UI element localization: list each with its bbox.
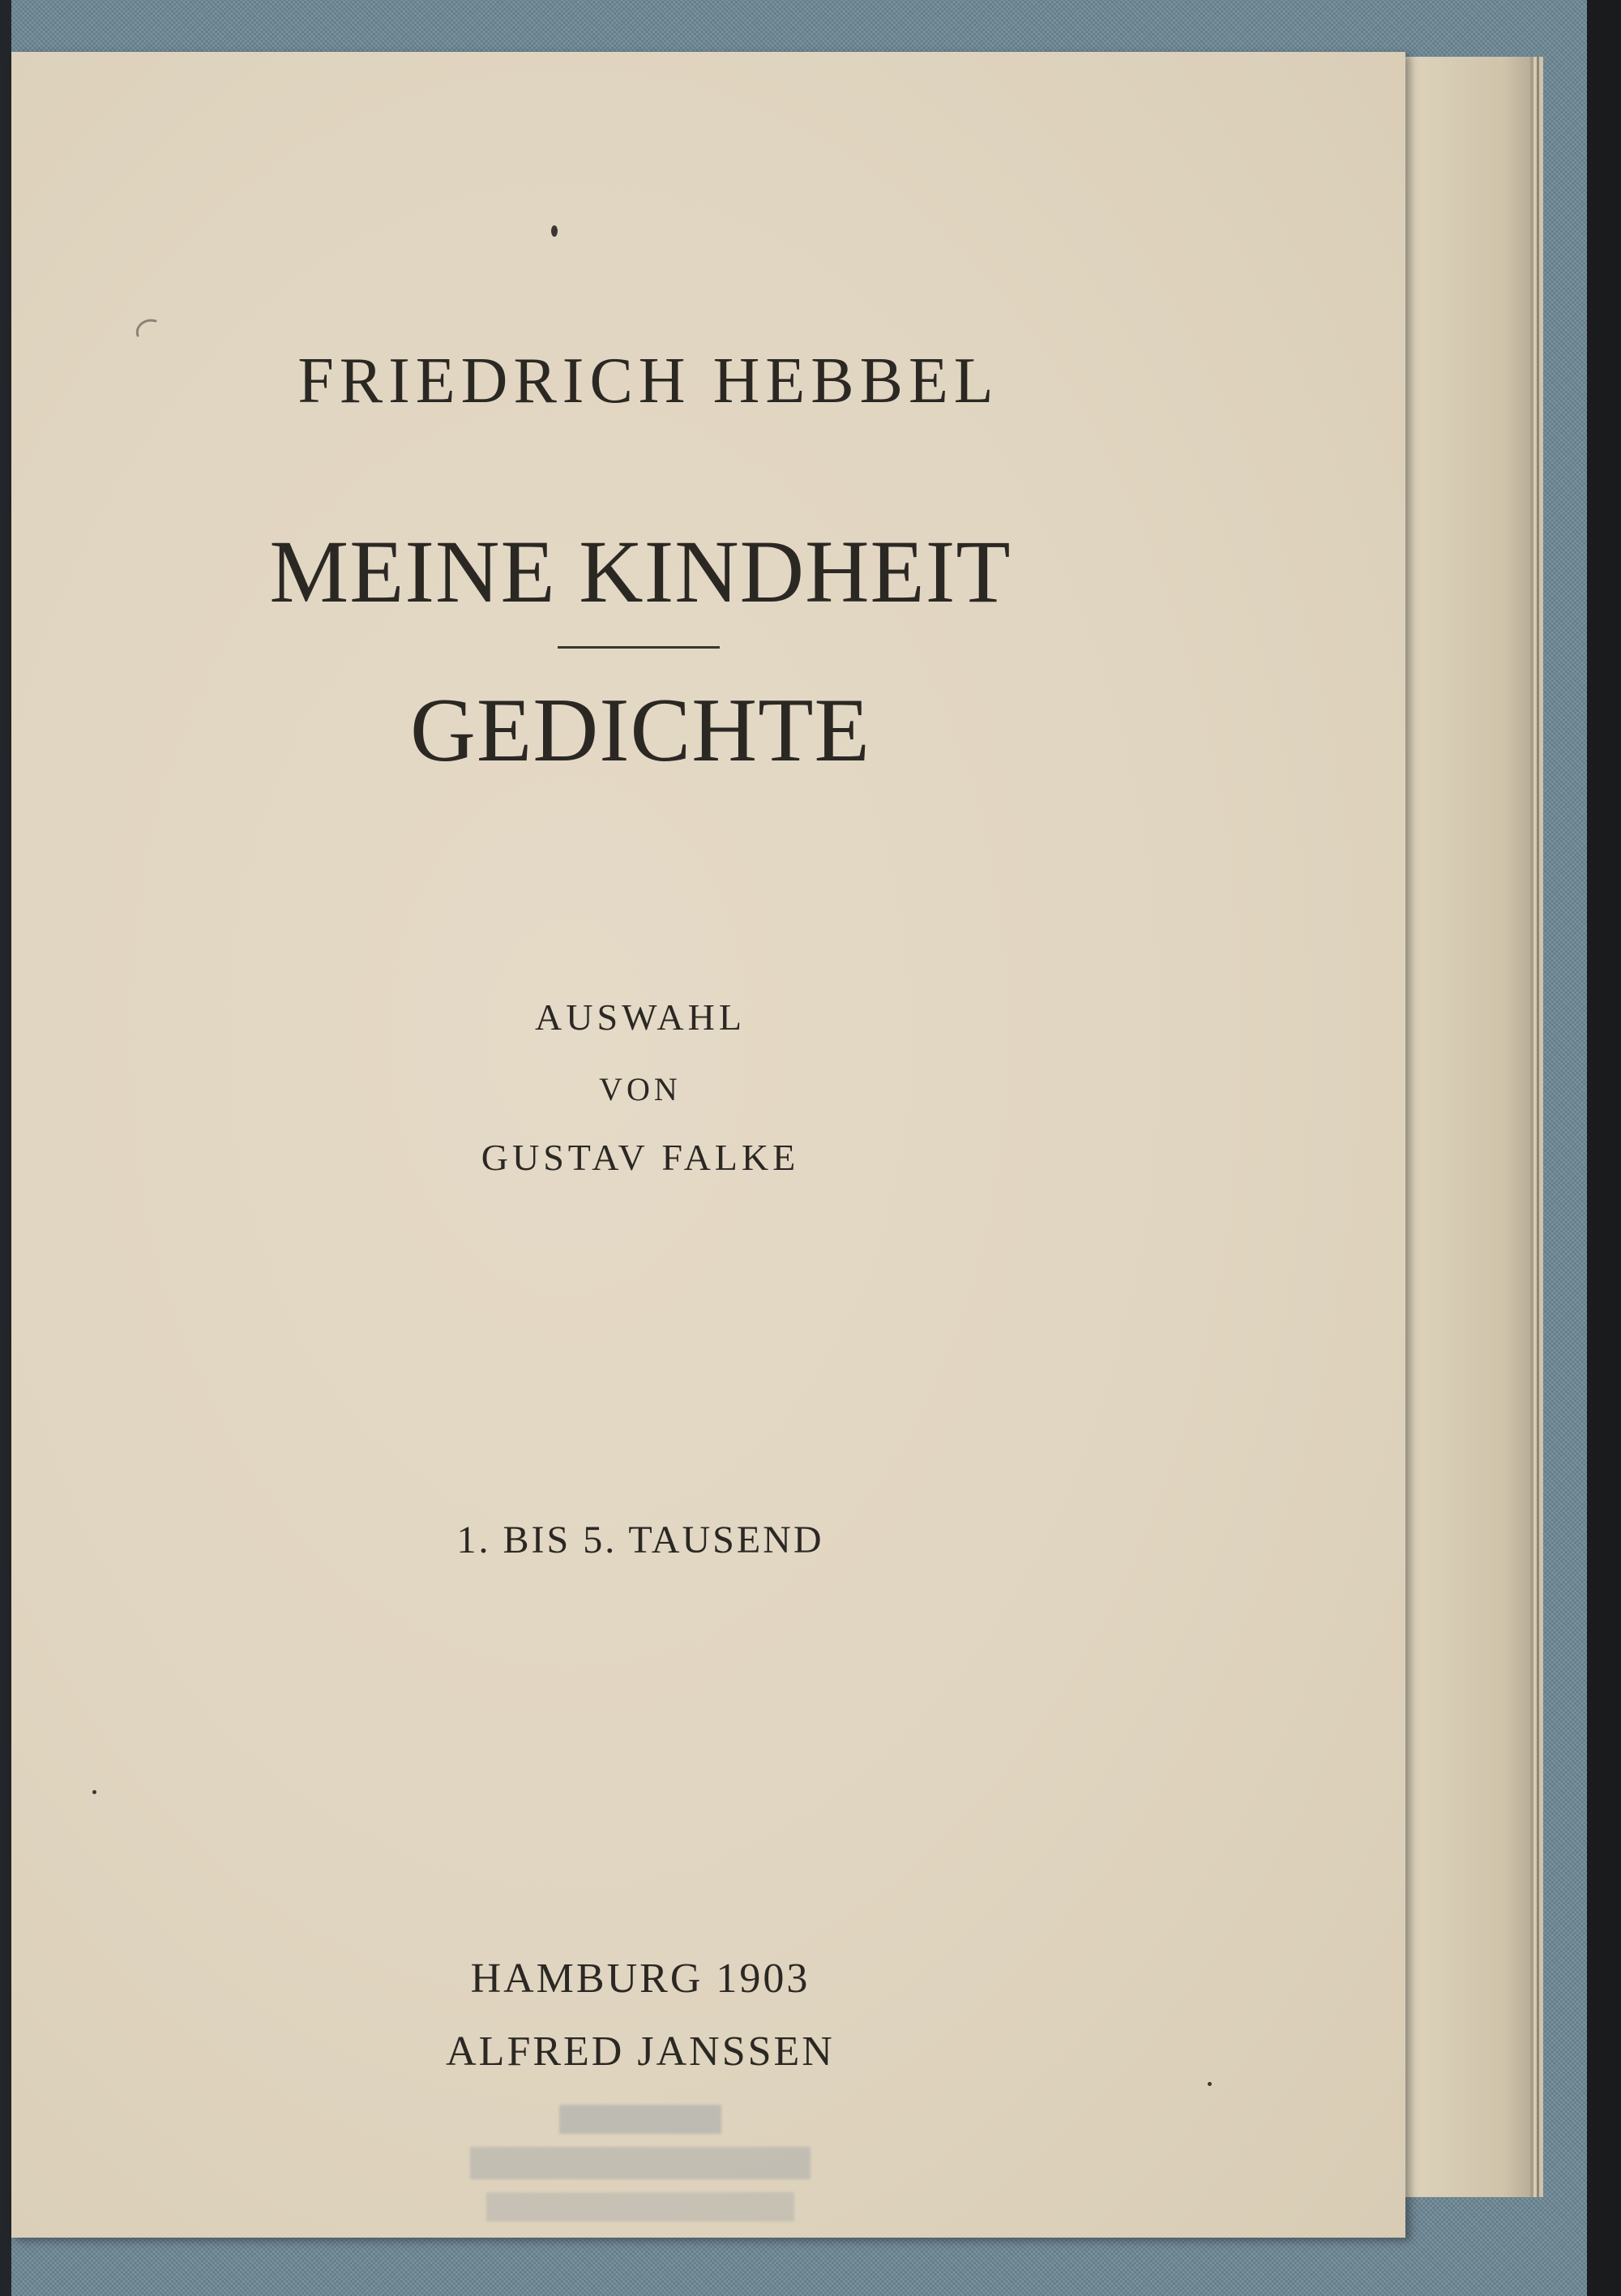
pencil-mark [128,315,160,347]
library-stamp-bleedthrough [454,2092,827,2238]
selection-label: AUSWAHL [535,996,746,1038]
book-right-edge [1587,0,1621,2296]
by-label: VON [599,1071,682,1107]
imprint-publisher: ALFRED JANSSEN [446,2028,835,2075]
book-title-line-2: GEDICHTE [410,680,870,781]
imprint-place-year: HAMBURG 1903 [470,1955,810,2002]
book-left-edge [0,0,11,2296]
paper-speck [1208,2082,1212,2086]
editor-name: GUSTAV FALKE [481,1137,800,1178]
book-title-line-1: MEINE KINDHEIT [269,522,1012,621]
edition-statement: 1. BIS 5. TAUSEND [456,1519,824,1561]
title-divider [558,646,720,649]
paper-speck [551,225,558,237]
author-name: FRIEDRICH HEBBEL [297,345,999,417]
paper-speck [92,1790,96,1794]
